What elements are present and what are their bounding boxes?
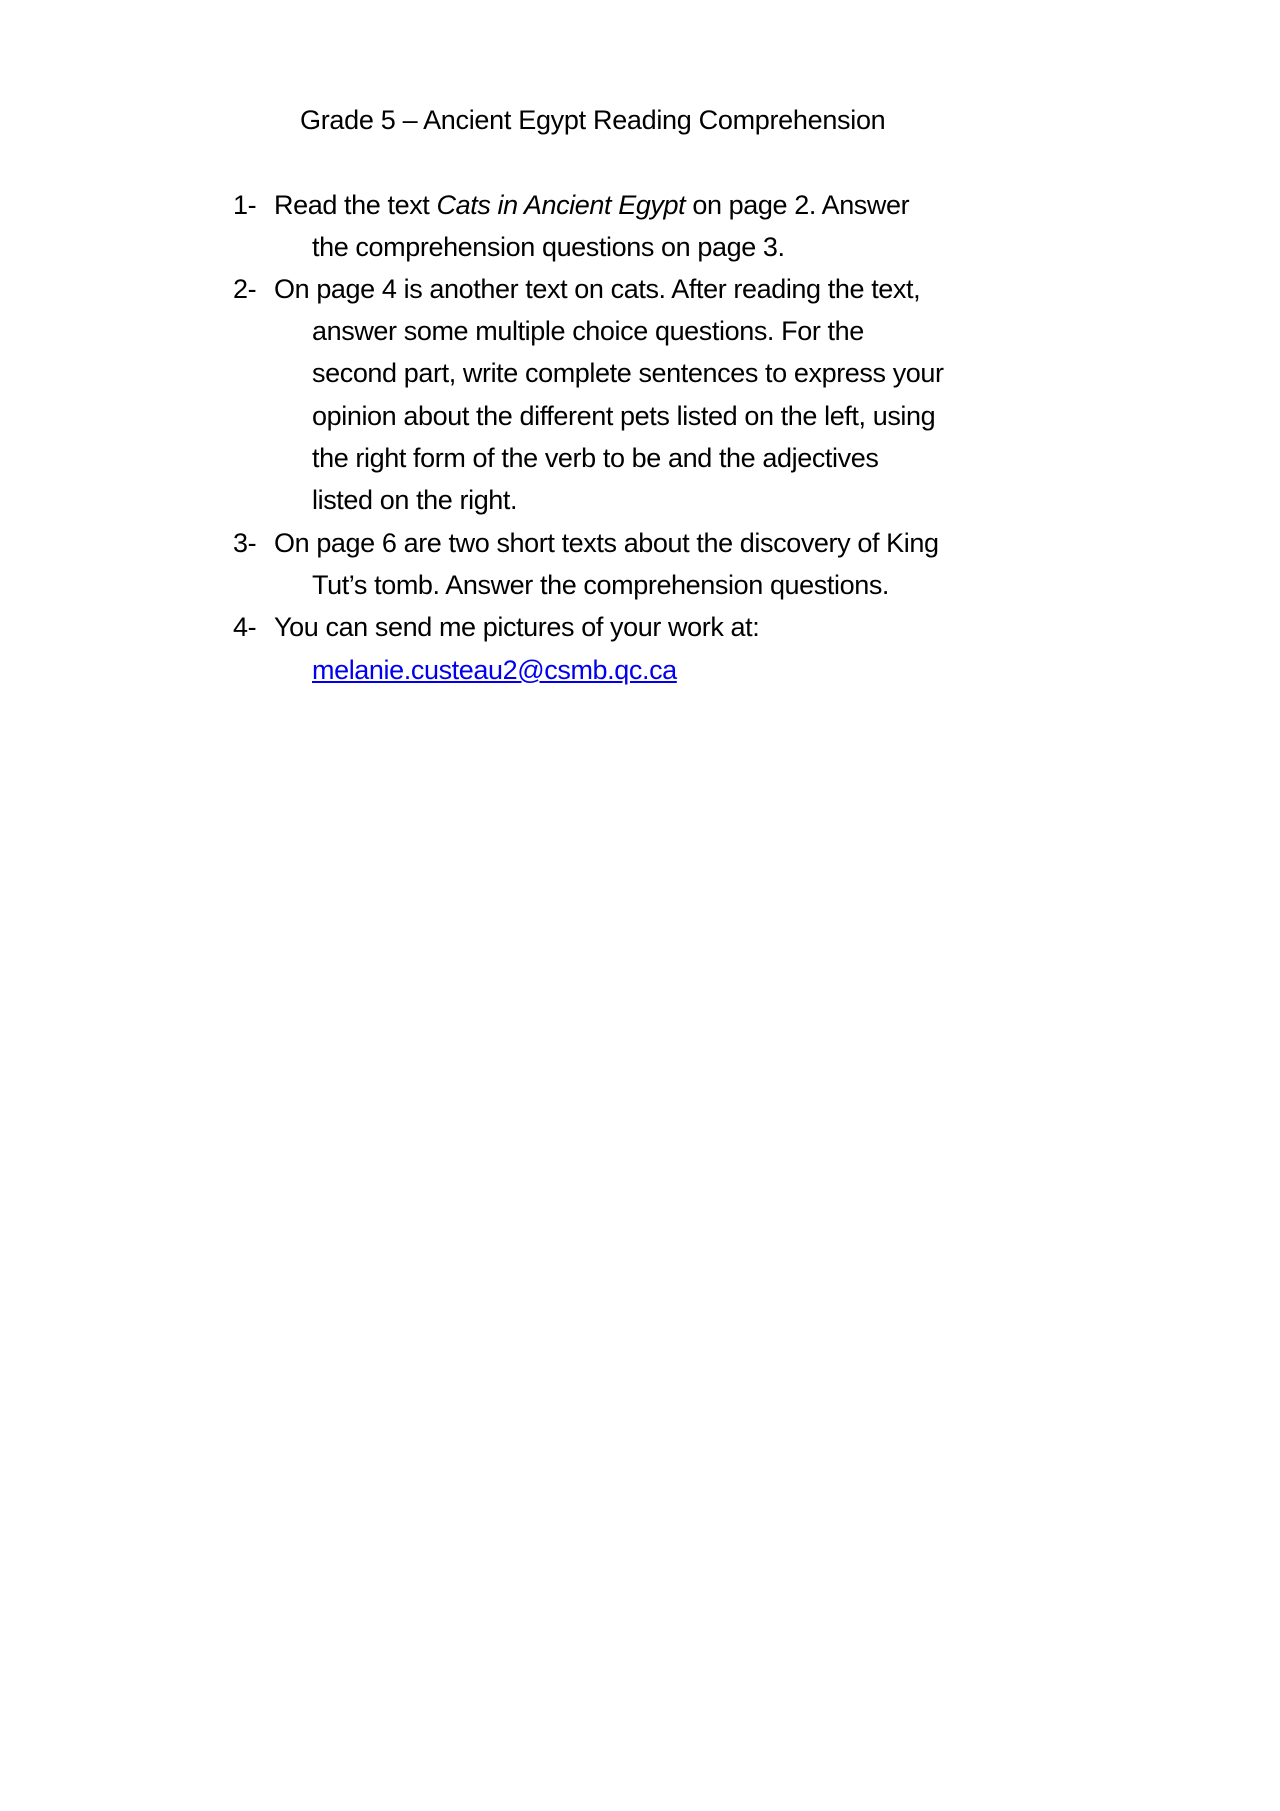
item-text: listed on the right. bbox=[312, 485, 518, 515]
item-text bbox=[274, 186, 909, 224]
item-text: opinion about the different pets listed on the left, using bbox=[312, 401, 936, 431]
page-title: Grade 5 – Ancient Egypt Reading Comprehension bbox=[300, 105, 886, 135]
item-number: 2- bbox=[233, 274, 257, 304]
item-text: On page 4 is another text on cats. After reading the text, bbox=[274, 274, 921, 304]
item-text: the comprehension questions on page 3. bbox=[312, 232, 785, 262]
text-segment: on page 2. Answer bbox=[685, 190, 910, 220]
item-text: answer some multiple choice questions. For the bbox=[312, 316, 864, 346]
item-number: 1- bbox=[233, 190, 257, 220]
book-title: Cats in Ancient Egypt bbox=[436, 190, 686, 220]
item-text: You can send me pictures of your work at: bbox=[274, 612, 760, 642]
item-text: On page 6 are two short texts about the discovery of King bbox=[274, 528, 939, 558]
text-segment: Read the text bbox=[274, 190, 437, 220]
item-number: 3- bbox=[233, 528, 257, 558]
item-text: the right form of the verb to be and the adjectives bbox=[312, 443, 879, 473]
item-number: 4- bbox=[233, 612, 257, 642]
item-text: second part, write complete sentences to express your bbox=[312, 358, 944, 388]
item-text bbox=[312, 651, 677, 689]
email-link[interactable]: melanie.custeau2@csmb.qc.ca bbox=[312, 655, 677, 685]
item-text: Tut’s tomb. Answer the comprehension questions. bbox=[312, 570, 890, 600]
